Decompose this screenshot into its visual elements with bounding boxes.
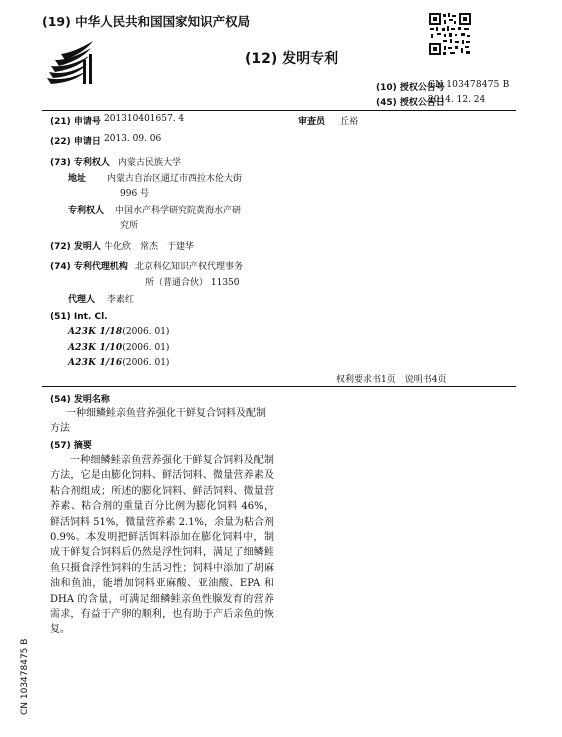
cnipa-emblem [45, 38, 99, 88]
document-kind: (12) 发明专利 [245, 51, 339, 67]
agent: 李素红 [107, 295, 135, 305]
qr-code [428, 12, 472, 56]
ipc-code: A23K 1/16 [68, 358, 123, 368]
side-pub-number: CN 103478475 B [20, 638, 30, 715]
pub-date-label: (45) 授权公告日 [376, 98, 445, 108]
ipc-code: A23K 1/10 [68, 343, 123, 353]
assignee-label: (73) 专利权人 [50, 158, 110, 168]
office-name: (19) 中华人民共和国国家知识产权局 [42, 14, 251, 29]
ipc-code: A23K 1/18 [68, 327, 123, 337]
inventor-label: (72) 发明人 [50, 242, 101, 252]
ipc-entry [68, 343, 169, 353]
agency-label: (74) 专利代理机构 [50, 262, 128, 272]
ipc-entry [68, 327, 169, 337]
agent-label: 代理人 [68, 295, 96, 305]
agency-line-1: 北京科亿知识产权代理事务 [135, 262, 244, 272]
app-no-label: (21) 申请号 [50, 117, 101, 127]
pub-date: 2014. 12. 24 [428, 95, 486, 105]
agency-line-2: 所（普通合伙） 11350 [145, 278, 240, 288]
ipc-version: (2006. 01) [122, 343, 170, 353]
ipc-version: (2006. 01) [122, 327, 170, 337]
address-label: 地址 [68, 174, 87, 184]
inventors: 牛化欣 常杰 于建华 [104, 242, 195, 252]
header-divider [42, 110, 516, 111]
title-label: (54) 发明名称 [50, 395, 110, 405]
examiner-label: 审查员 [298, 117, 326, 127]
address-line-2: 996 号 [120, 189, 150, 199]
app-no: 201310401657. 4 [104, 114, 185, 124]
filing-date-label: (22) 申请日 [50, 137, 101, 147]
pub-number-label: (10) 授权公告号 [376, 83, 445, 93]
pub-number: CN 103478475 B [428, 80, 510, 90]
abstract-text: 一种细鳞鲑亲鱼营养强化干鲜复合饲料及配制方法，它是由膨化饲料、鲜活饲料、微量营养素及粘合剂组成；所述的膨化饲料、鲜活饲料、微量营养素、粘合剂的重量百分比例为膨化饲料 46%，鲜活饲料 51%，微量营养素 2.1%，余量为粘合剂 0.9%。本发明把鲜活饵料添加在膨化饲料中，制成干鲜复合饲料后仍然是浮性饲料，满足了细鳞鲑鱼只摄食浮性饲料的生活习性；饲料中添加了胡麻油和鱼油，能增加饲料亚麻酸、亚油酸、EPA 和 DHA 的含量，可满足细鳞鲑亲鱼性腺发育的营养需求，有益于产卵的顺利，也有助于产后亲鱼的恢复。 [50, 455, 274, 636]
filing-date: 2013. 09. 06 [104, 134, 162, 144]
ipc-entry [68, 358, 169, 368]
assignee-2-line-2: 究所 [120, 221, 139, 231]
biblio-divider [42, 386, 516, 387]
page-count: 权利要求书1页 说明书4页 [336, 375, 447, 385]
assignee-1: 内蒙古民族大学 [118, 158, 182, 168]
ipc-label: (51) Int. Cl. [50, 312, 108, 322]
examiner: 丘裕 [340, 117, 359, 127]
assignee-2-label: 专利权人 [68, 206, 105, 216]
assignee-2-line-1: 中国水产科学研究院黄海水产研 [115, 206, 242, 216]
abstract-label: (57) 摘要 [50, 441, 92, 451]
ipc-version: (2006. 01) [122, 358, 170, 368]
invention-title: 一种细鳞鲑亲鱼营养强化干鲜复合饲料及配制方法 [50, 408, 266, 434]
address-line-1: 内蒙古自治区通辽市西拉木伦大街 [107, 174, 243, 184]
